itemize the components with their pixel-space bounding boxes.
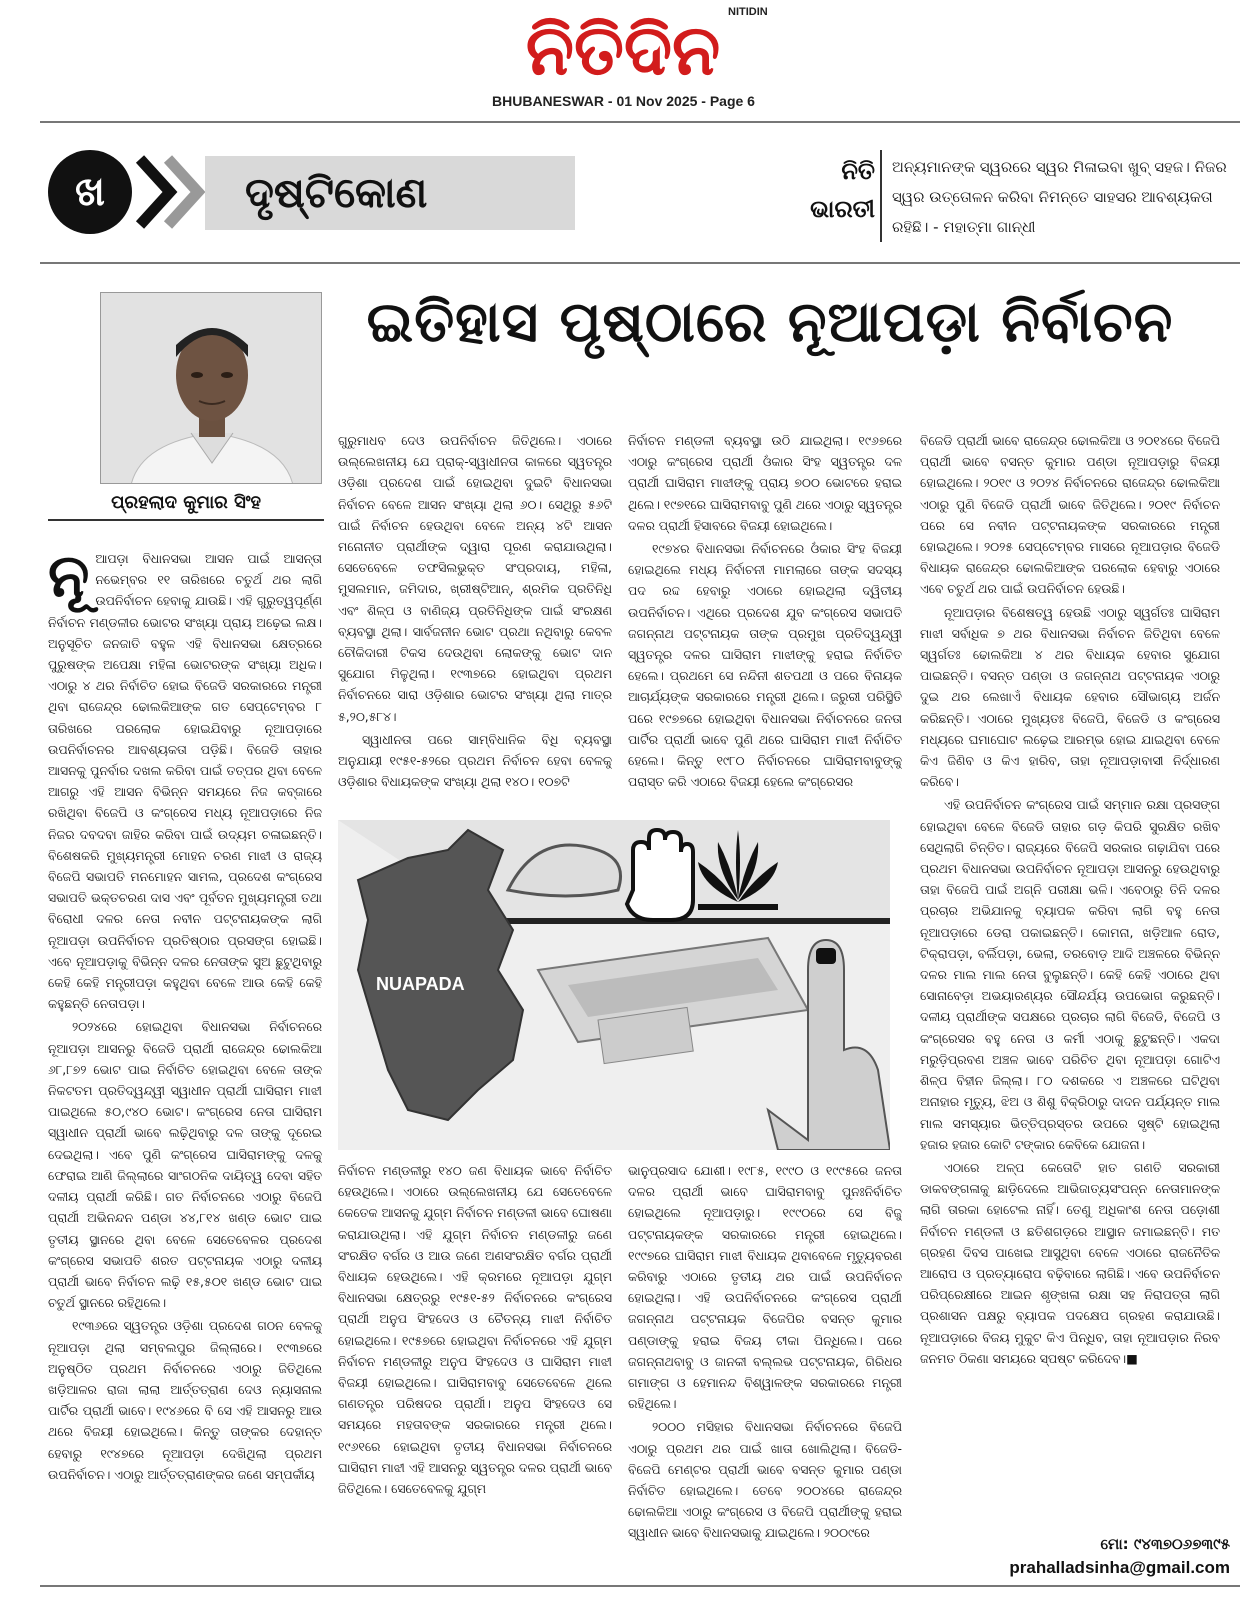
hand-symbol-icon — [627, 830, 693, 920]
logo-latin: NITIDIN — [728, 6, 768, 18]
paragraph: ନିର୍ବାଚନ ମଣ୍ଡଳୀ ବ୍ୟବସ୍ଥା ଉଠି ଯାଇଥିଲା। ୧୯୬୭ରେ ଏଠାରୁ କଂଗ୍ରେସ ପ୍ରାର୍ଥୀ ଓଁକାର ସିଂହ ସ୍ୱତନ୍ତ୍ର ଦଳ ପ୍ରାର୍ଥୀ ଘାସିରାମ ମାଝୀଙ୍କୁ ପ୍ରାୟ ୭୦୦ ଭୋଟରେ ହରାଇ ଥିଲେ। ୧୯୭୧ରେ ଘାସିରାମବାବୁ ପୁଣି ଥରେ ଏଠାରୁ ସ୍ୱତନ୍ତ୍ର ଦଳର ପ୍ରାର୍ଥୀ ହିସାବରେ ବିଜୟୀ ହୋଇଥିଲେ। — [628, 433, 902, 533]
paragraph: ବିଜେଡି ପ୍ରାର୍ଥୀ ଭାବେ ରାଜେନ୍ଦ୍ର ଢୋଲକିଆ ଓ ୨୦୧୪ରେ ବିଜେପି ପ୍ରାର୍ଥୀ ଭାବେ ବସନ୍ତ କୁମାର ପଣ୍ଡା ନୂଆପଡ଼ାରୁ ବିଜୟୀ ହୋଇଥିଲେ। ୨୦୧୯ ଓ ୨୦୨୪ ନିର୍ବାଚନରେ ରାଜେନ୍ଦ୍ର ଢୋଲକିଆ ଏଠାରୁ ପୁଣି ବିଜେଡି ପ୍ରାର୍ଥୀ ଭାବେ ଜିତିଥିଲେ। ୨୦୧୯ ନିର୍ବାଚନ ପରେ ସେ ନବୀନ ପଟ୍ଟନାୟକଙ୍କ ସରକାରରେ ମନ୍ତ୍ରୀ ହୋଇଥିଲେ। ୨୦୨୫ ସେପ୍ଟେମ୍ବର ମାସରେ ନୂଆପଡ଼ାର ବିଜେଡି ବିଧାୟକ ରାଜେନ୍ଦ୍ର ଢୋଲକିଆଙ୍କ ପରଲୋକ ହେବାରୁ ଏଠାରେ ଏବେ ଚତୁର୍ଥ ଥର ପାଇଁ ଉପନିର୍ବାଚନ ହେଉଛି। — [920, 433, 1220, 597]
drop-cap: ନୂ — [48, 548, 90, 611]
paragraph: ଗୁରୁମାଧବ ଦେଓ ଉପନିର୍ବାଚନ ଜିତିଥିଲେ। ଏଠାରେ ଉଲ୍ଲେଖନୀୟ ଯେ ପ୍ରାକ୍-ସ୍ୱାଧୀନତା କାଳରେ ସ୍ୱତନ୍ତ୍ର ଓଡ଼ିଶା ପ୍ରଦେଶ ପାଇଁ ହୋଇଥିବା ଦୁଇଟି ବିଧାନସଭା ନିର୍ବାଚନ ବେଳେ ଆସନ ସଂଖ୍ୟା ଥିଲା ୬୦। ସେଥିରୁ ୫୬ଟି ପାଇଁ ନିର୍ବାଚନ ହେଉଥିବା ବେଳେ ଅନ୍ୟ ୪ଟି ଆସନ ମନୋନୀତ ପ୍ରାର୍ଥୀଙ୍କ ଦ୍ୱାରା ପୂରଣ କରାଯାଉଥିଲା। ସେତେବେଳେ ତଫସିଲଭୁକ୍ତ ସଂପ୍ରଦାୟ, ମହିଳା, ମୁସଲମାନ, ଜମିଦାର, ଖ୍ରୀଷ୍ଟିଆନ୍, ଶ୍ରମିକ ପ୍ରତିନିଧି ଏବଂ ଶିଳ୍ପ ଓ ବାଣିଜ୍ୟ ପ୍ରତିନିଧିଙ୍କ ପାଇଁ ସଂରକ୍ଷଣ ବ୍ୟବସ୍ଥା ଥିଲା। ସାର୍ବଜନୀନ ଭୋଟ ପ୍ରଥା ନଥିବାରୁ କେବଳ ଚୌକିଦାରୀ ଟିକସ ଦେଉଥିବା ଲୋକଙ୍କୁ ଭୋଟ ଦାନ ସୁଯୋଗ ମିଳୁଥିଲା। ୧୯୩୭ରେ ହୋଇଥିବା ପ୍ରଥମ ନିର୍ବାଚନରେ ସାରା ଓଡ଼ିଶାର ଭୋଟର ସଂଖ୍ୟା ଥିଲା ମାତ୍ର ୫,୨୦,୫୮୪। — [338, 433, 612, 724]
chevron-right-icon — [132, 155, 206, 229]
dateline: BHUBANESWAR - 01 Nov 2025 - Page 6 — [492, 93, 755, 109]
paragraph: ସ୍ୱାଧୀନତା ପରେ ସାମ୍ବିଧାନିକ ବିଧି ବ୍ୟବସ୍ଥା ଅନୁଯାୟୀ ୧୯୫୧-୫୨ରେ ପ୍ରଥମ ନିର୍ବାଚନ ହେବା ବେଳକୁ ଓଡ଼ିଶାର ବିଧାୟକଙ୍କ ସଂଖ୍ୟା ଥିଲା ୧୪୦। ୧୦୭ଟି — [338, 731, 612, 790]
paragraph: ୧୯୩୬ରେ ସ୍ୱତନ୍ତ୍ର ଓଡ଼ିଶା ପ୍ରଦେଶ ଗଠନ ବେଳକୁ ନୂଆପଡ଼ା ଥିଲା ସମ୍ବଲପୁର ଜିଲ୍ଲାରେ। ୧୯୩୭ରେ ଅନୁଷ୍ଠିତ ପ୍ରଥମ ନିର୍ବାଚନରେ ଏଠାରୁ ଜିତିଥିଲେ ଖଡ଼ିଆଳର ରାଜା ଲାଲା ଆର୍ତ୍ତତ୍ରାଣ ଦେଓ ନ୍ୟାସନାଲ ପାର୍ଟିର ପ୍ରାର୍ଥୀ ଭାବେ। ୧୯୪୬ରେ ବି ସେ ଏହି ଆସନରୁ ଆଉ ଥରେ ବିଜୟୀ ହୋଇଥିଲେ। କିନ୍ତୁ ତାଙ୍କର ଦେହାନ୍ତ ହେବାରୁ ୧୯୪୭ରେ ନୂଆପଡ଼ା ଦେଖିଥିଲା ପ୍ରଥମ ଉପନିର୍ବାଚନ। ଏଠାରୁ ଆର୍ତ୍ତତ୍ରାଣଙ୍କର ଜଣେ ସମ୍ପର୍କୀୟ — [48, 1318, 322, 1482]
article-column-2-top — [338, 430, 612, 810]
paragraph: ଭାନୁପ୍ରସାଦ ଯୋଶୀ। ୧୯୮୫, ୧୯୯୦ ଓ ୧୯୯୫ରେ ଜନତା ଦଳର ପ୍ରାର୍ଥୀ ଭାବେ ଘାସିରାମବାବୁ ପୁନଃନିର୍ବାଚିତ ହୋଇଥିଲେ ନୂଆପଡ଼ାରୁ। ୧୯୯୦ରେ ସେ ବିଜୁ ପଟ୍ଟନାୟକଙ୍କ ସରକାରରେ ମନ୍ତ୍ରୀ ହୋଇଥିଲେ। ୧୯୯୭ରେ ଘାସିରାମ ମାଝୀ ବିଧାୟକ ଥିବାବେଳେ ମୃତ୍ୟୁବରଣ କରିବାରୁ ଏଠାରେ ତୃତୀୟ ଥର ପାଇଁ ଉପନିର୍ବାଚନ ହୋଇଥିଲା। ଏହି ଉପନିର୍ବାଚନରେ କଂଗ୍ରେସ ପ୍ରାର୍ଥୀ ଜଗନ୍ନାଥ ପଟ୍ଟନାୟକ ବିଜେପିର ବସନ୍ତ କୁମାର ପଣ୍ଡାଙ୍କୁ ହରାଇ ବିଜୟ ଟୀକା ପିନ୍ଧିଲେ। ପରେ ଜଗନ୍ନାଥବାବୁ ଓ ଜାନକୀ ବଲ୍ଲଭ ପଟ୍ଟନାୟକ, ଗିରିଧର ଗମାଙ୍ଗ ଓ ହେମାନନ୍ଦ ବିଶ୍ୱାଳଙ୍କ ସରକାରରେ ମନ୍ତ୍ରୀ ରହିଥିଲେ। — [628, 1163, 902, 1412]
article-column-4 — [920, 430, 1220, 1528]
section-title: ଦୃଷ୍ଟିକୋଣ — [205, 156, 575, 230]
article-column-2-bottom — [338, 1160, 612, 1560]
article-column-1 — [48, 548, 322, 1568]
contact-email[interactable]: prahalladsinha@gmail.com — [1009, 1558, 1230, 1577]
illustration-svg — [338, 820, 890, 1150]
headline: ଇତିହାସ ପୃଷ୍ଠାରେ ନୂଆପଡ଼ା ନିର୍ବାଚନ — [366, 290, 1174, 355]
paragraph: ଏହି ଉପନିର୍ବାଚନ କଂଗ୍ରେସ ପାଇଁ ସମ୍ମାନ ରକ୍ଷା ପ୍ରସଙ୍ଗ ହୋଇଥିବା ବେଳେ ବିଜେଡି ତାହାର ଗଡ଼ କିପରି ସୁରକ୍ଷିତ ରଖିବ ସେଥିଲାଗି ଚିନ୍ତିତ। ରାଜ୍ୟରେ ବିଜେପି ସରକାର ଗଢ଼ାଯିବା ପରେ ପ୍ରଥମ ବିଧାନସଭା ଉପନିର୍ବାଚନ ନୂଆପଡ଼ା ଆସନରୁ ହେଉଥିବାରୁ ତାହା ବିଜେପି ପାଇଁ ଅଗ୍ନି ପରୀକ୍ଷା ଭଳି। ଏବେଠାରୁ ତିନି ଦଳର ପ୍ରଚାର ଅଭିଯାନକୁ ବ୍ୟାପକ କରିବା ଲାଗି ବହୁ ନେତା ନୂଆପଡ଼ାରେ ଡେରା ପକାଇଛନ୍ତି। କୋମନା, ଖଡ଼ିଆଳ ରୋଡ, ଟିକ୍ରାପଡ଼ା, ବର୍ଲିପଡ଼ା, ଭେଲା, ତରବୋଡ଼ ଆଦି ଅଞ୍ଚଳରେ ବିଭିନ୍ନ ଦଳର ମାଲ ମାଲ ନେତା ବୁଲୁଛନ୍ତି। କେହି କେହି ଏଠାରେ ଥିବା ସୋନାବେଡ଼ା ଅଭୟାରଣ୍ୟର ସୌନ୍ଦର୍ଯ୍ୟ ଉପଭୋଗ କରୁଛନ୍ତି। ଦଳୀୟ ପ୍ରାର୍ଥୀଙ୍କ ସପକ୍ଷରେ ପ୍ରଚାର ଲାଗି ବିଜେଡି, ବିଜେପି ଓ କଂଗ୍ରେସର ବହୁ ନେତା ଓ କର୍ମୀ ଏଠାକୁ ଛୁଟୁଛନ୍ତି। ଏକଦା ମରୁଡ଼ିପ୍ରବଣ ଅଞ୍ଚଳ ଭାବେ ପରିଚିତ ଥିବା ନୂଆପଡ଼ା ଗୋଟିଏ ଶିଳ୍ପ ବିହୀନ ଜିଲ୍ଲା। ୮୦ ଦଶକରେ ଏ ଅଞ୍ଚଳରେ ଘଟିଥିବା ଅନାହାର ମୃତ୍ୟୁ, ଝିଅ ଓ ଶିଶୁ ବିକ୍ରିଠାରୁ ଦାଦନ ପର୍ଯ୍ୟନ୍ତ ମାଲ ମାଲ ସମସ୍ୟାର ଭିତ୍ତିପ୍ରସ୍ତର ଉପରେ ସୃଷ୍ଟି ହୋଇଥିଲା ହଜାର ହଜାର କୋଟି ଟଙ୍କାର କେବିକେ ଯୋଜନା। — [920, 797, 1220, 1152]
contact-phone: ମୋ: ୯୪୩୭୦୬୭୩୯୫ — [1100, 1535, 1230, 1553]
newspaper-logo — [478, 2, 768, 92]
section-badge: ଖ — [48, 150, 132, 234]
paragraph: ୨୦୦୦ ମସିହାର ବିଧାନସଭା ନିର୍ବାଚନରେ ବିଜେପି ଏଠାରୁ ପ୍ରଥମ ଥର ପାଇଁ ଖାତା ଖୋଲିଥିଲା। ବିଜେଡି-ବିଜେପି ମେଣ୍ଟର ପ୍ରାର୍ଥୀ ଭାବେ ବସନ୍ତ କୁମାର ପଣ୍ଡା ନିର୍ବାଚିତ ହୋଇଥିଲେ। ତେବେ ୨୦୦୪ରେ ରାଜେନ୍ଦ୍ର ଢୋଲକିଆ ଏଠାରୁ କଂଗ୍ରେସ ଓ ବିଜେପି ପ୍ରାର୍ଥୀଙ୍କୁ ହରାଇ ସ୍ୱାଧୀନ ଭାବେ ବିଧାନସଭାକୁ ଯାଇଥିଲେ। ୨୦୦୯ରେ — [628, 1419, 902, 1541]
author-photo — [100, 292, 322, 484]
logo-text: ନିତିଦିନ — [525, 9, 721, 91]
quote-label: ନିତି ଭାରତୀ — [810, 157, 875, 223]
quote-text: ଅନ୍ୟମାନଙ୍କ ସ୍ୱରରେ ସ୍ୱର ମିଳାଇବା ଖୁବ୍ ସହଜ। ନିଜର ସ୍ୱର ଉତ୍ତୋଳନ କରିବା ନିମନ୍ତେ ସାହସର ଆବଶ୍ୟକତା ରହିଛି। - ମହାତ୍ମା ଗାନ୍ଧୀ — [892, 158, 1227, 236]
paragraph: ୨୦୨୪ରେ ହୋଇଥିବା ବିଧାନସଭା ନିର୍ବାଚନରେ ନୂଆପଡ଼ା ଆସନରୁ ବିଜେଡି ପ୍ରାର୍ଥୀ ରାଜେନ୍ଦ୍ର ଢୋଲକିଆ ୬୮,୮୭୨ ଭୋଟ ପାଇ ନିର୍ବାଚିତ ହୋଇଥିବା ବେଳେ ତାଙ୍କ ନିକଟତମ ପ୍ରତିଦ୍ୱନ୍ଦ୍ୱୀ ସ୍ୱାଧୀନ ପ୍ରାର୍ଥୀ ଘାସିରାମ ମାଝୀ ପାଇଥିଲେ ୫୦,୯୪୦ ଭୋଟ। କଂଗ୍ରେସ ନେତା ଘାସିରାମ ସ୍ୱାଧୀନ ପ୍ରାର୍ଥୀ ଭାବେ ଲଢ଼ିଥିବାରୁ ଦଳ ତାଙ୍କୁ ଦୂରେଇ ଦେଇଥିଲା। ଏବେ ପୁଣି କଂଗ୍ରେସ ଘାସିରାମଙ୍କୁ ଦଳକୁ ଫେରାଇ ଆଣି ଜିଲ୍ଲାରେ ସାଂଗଠନିକ ଦାୟିତ୍ୱ ଦେବା ସହିତ ଦଳୀୟ ପ୍ରାର୍ଥୀ କରିଛି। ଗତ ନିର୍ବାଚନରେ ଏଠାରୁ ବିଜେପି ପ୍ରାର୍ଥୀ ଅଭିନନ୍ଦନ ପଣ୍ଡା ୪୪,୮୧୪ ଖଣ୍ଡ ଭୋଟ ପାଇ ତୃତୀୟ ସ୍ଥାନରେ ଥିବା ବେଳେ ସେତେବେଳର ପ୍ରଦେଶ କଂଗ୍ରେସ ସଭାପତି ଶରତ ପଟ୍ଟନାୟକ ଏଠାରୁ ଦଳୀୟ ପ୍ରାର୍ଥୀ ଭାବେ ନିର୍ବାଚନ ଲଢ଼ି ୧୫,୫୦୧ ଖଣ୍ଡ ଭୋଟ ପାଇ ଚତୁର୍ଥ ସ୍ଥାନରେ ରହିଥିଲେ। — [48, 1019, 322, 1311]
election-illustration — [338, 820, 890, 1150]
divider — [40, 262, 1240, 264]
author-name: ପ୍ରହଲାଦ କୁମାର ସିଂହ — [48, 492, 324, 521]
paragraph: ନିର୍ବାଚନ ମଣ୍ଡଳୀରୁ ୧୪୦ ଜଣ ବିଧାୟକ ଭାବେ ନିର୍ବାଚିତ ହେଉଥିଲେ। ଏଠାରେ ଉଲ୍ଲେଖନୀୟ ଯେ ସେତେବେଳେ କେତେକ ଆସନକୁ ଯୁଗ୍ମ ନିର୍ବାଚନ ମଣ୍ଡଳୀ ଭାବେ ଘୋଷଣା କରାଯାଉଥିଲା। ଏହି ଯୁଗ୍ମ ନିର୍ବାଚନ ମଣ୍ଡଳୀରୁ ଜଣେ ସଂରକ୍ଷିତ ବର୍ଗର ଓ ଆଉ ଜଣେ ଅଣସଂରକ୍ଷିତ ବର୍ଗର ପ୍ରାର୍ଥୀ ବିଧାୟକ ହେଉଥିଲେ। ଏହି କ୍ରମରେ ନୂଆପଡ଼ା ଯୁଗ୍ମ ବିଧାନସଭା କ୍ଷେତ୍ରରୁ ୧୯୫୧-୫୨ ନିର୍ବାଚନରେ କଂଗ୍ରେସ ପ୍ରାର୍ଥୀ ଅନୁପ ସିଂହଦେଓ ଓ ଚୈତନ୍ୟ ମାଝୀ ନିର୍ବାଚିତ ହୋଇଥିଲେ। ୧୯୫୭ରେ ହୋଇଥିବା ନିର୍ବାଚନରେ ଏହି ଯୁଗ୍ମ ନିର୍ବାଚନ ମଣ୍ଡଳୀରୁ ଅନୁପ ସିଂହଦେଓ ଓ ଘାସିରାମ ମାଝୀ ବିଜୟୀ ହୋଇଥିଲେ। ଘାସିରାମବାବୁ ସେତେବେଳେ ଥିଲେ ଗଣତନ୍ତ୍ର ପରିଷଦର ପ୍ରାର୍ଥୀ। ଅନୁପ ସିଂହଦେଓ ସେ ସମୟରେ ମହତାବଙ୍କ ସରକାରରେ ମନ୍ତ୍ରୀ ଥିଲେ। ୧୯୬୧ରେ ହୋଇଥିବା ତୃତୀୟ ବିଧାନସଭା ନିର୍ବାଚନରେ ଘାସିରାମ ମାଝୀ ଏହି ଆସନରୁ ସ୍ୱତନ୍ତ୍ର ଦଳର ପ୍ରାର୍ଥୀ ଭାବେ ଜିତିଥିଲେ। ସେତେବେଳକୁ ଯୁଗ୍ମ — [338, 1163, 612, 1497]
map-label: NUAPADA — [376, 974, 465, 994]
author-contact — [920, 1532, 1230, 1580]
masthead — [0, 0, 1247, 120]
quote-divider — [880, 150, 882, 242]
paragraph: ଏଠାରେ ଅଳ୍ପ କେତୋଟି ହାତ ଗଣତି ସରକାରୀ ଡାକବଙ୍ଗଳାକୁ ଛାଡ଼ିଦେଲେ ଆଭିଜାତ୍ୟସଂପନ୍ନ ନେତାମାନଙ୍କ ଲାଗି ତାରକା ହୋଟେଲ ନାହିଁ। ତେଣୁ ଅଧିକାଂଶ ନେତା ପଡ଼ୋଶୀ ନିର୍ବାଚନ ମଣ୍ଡଳୀ ଓ ଛତିଶଗଡ଼ରେ ଆସ୍ଥାନ ଜମାଇଛନ୍ତି। ମତ ଗ୍ରହଣ ଦିବସ ପାଖେଇ ଆସୁଥିବା ବେଳେ ଏଠାରେ ରାଜନୈତିକ ଆରୋପ ଓ ପ୍ରତ୍ୟାରୋପ ବଢ଼ିବାରେ ଲାଗିଛି। ଏବେ ଉପନିର୍ବାଚନ ପରିପ୍ରେକ୍ଷୀରେ ଆଇନ ଶୃଙ୍ଖଳା ରକ୍ଷା ସହ ନିରାପତ୍ତା ଲାଗି ପ୍ରଶାସନ ପକ୍ଷରୁ ବ୍ୟାପକ ପଦକ୍ଷେପ ଗ୍ରହଣ କରାଯାଉଛି। ନୂଆପଡ଼ାରେ ବିଜୟ ମୁକୁଟ କିଏ ପିନ୍ଧିବ, ତାହା ନୂଆପଡ଼ାର ନିରବ ଜନମତ ଠିକଣା ସମୟରେ ସ୍ପଷ୍ଟ କରିଦେବ।■ — [920, 1159, 1220, 1366]
divider — [40, 1585, 1240, 1587]
article-column-3-bottom — [628, 1160, 902, 1560]
article-column-3-top — [628, 430, 902, 810]
divider — [40, 121, 1240, 123]
paragraph: ନୂଆପଡ଼ାର ବିଶେଷତ୍ୱ ହେଉଛି ଏଠାରୁ ସ୍ୱର୍ଗତଃ ଘାସିରାମ ମାଝୀ ସର୍ବାଧିକ ୭ ଥର ବିଧାନସଭା ନିର୍ବାଚନ ଜିତିଥିବା ବେଳେ ସ୍ୱର୍ଗତଃ ଢୋଲକିଆ ୪ ଥର ବିଧାୟକ ହେବାର ସୁଯୋଗ ପାଇଛନ୍ତି। ବସନ୍ତ ପଣ୍ଡା ଓ ଜଗନ୍ନାଥ ପଟ୍ଟନାୟକ ଏଠାରୁ ଦୁଇ ଥର ଲେଖାଏଁ ବିଧାୟକ ହେବାର ସୌଭାଗ୍ୟ ଅର୍ଜନ କରିଛନ୍ତି। ଏଠାରେ ମୁଖ୍ୟତଃ ବିଜେପି, ବିଜେଡି ଓ କଂଗ୍ରେସ ମଧ୍ୟରେ ଘମାଘୋଟ ଲଢ଼େଇ ଆରମ୍ଭ ହୋଇ ଯାଇଥିବା ବେଳେ କିଏ ଜିଣିବ ଓ କିଏ ହାରିବ, ତାହା ନୂଆପଡ଼ାବାସୀ ନିର୍ଦ୍ଧାରଣ କରିବେ। — [920, 604, 1220, 790]
paragraph: ୧୯୭୪ର ବିଧାନସଭା ନିର୍ବାଚନରେ ଓଁକାର ସିଂହ ବିଜୟୀ ହୋଇଥିଲେ ମଧ୍ୟ ନିର୍ବାଚନୀ ମାମଲାରେ ତାଙ୍କ ସଦସ୍ୟ ପଦ ରଦ୍ଦ ହେବାରୁ ଏଠାରେ ହୋଇଥିଲା ଦ୍ୱିତୀୟ ଉପନିର୍ବାଚନ। ଏଥିରେ ପ୍ରଦେଶ ଯୁବ କଂଗ୍ରେସ ସଭାପତି ଜଗନ୍ନାଥ ପଟ୍ଟନାୟକ ତାଙ୍କ ପ୍ରମୁଖ ପ୍ରତିଦ୍ୱନ୍ଦ୍ୱୀ ସ୍ୱତନ୍ତ୍ର ଦଳର ଘାସିରାମ ମାଝୀଙ୍କୁ ହରାଇ ନିର୍ବାଚିତ ହେଲେ। ପ୍ରଥମେ ସେ ନନ୍ଦିନୀ ଶତପଥୀ ଓ ପରେ ବିନାୟକ ଆଚାର୍ଯ୍ୟଙ୍କ ସରକାରରେ ମନ୍ତ୍ରୀ ଥିଲେ। ଜରୁରୀ ପରିସ୍ଥିତି ପରେ ୧୯୭୭ରେ ହୋଇଥିବା ବିଧାନସଭା ନିର୍ବାଚନରେ ଜନତା ପାର୍ଟିର ପ୍ରାର୍ଥୀ ଭାବେ ପୁଣି ଥରେ ଘାସିରାମ ମାଝୀ ନିର୍ବାଚିତ ହେଲେ। କିନ୍ତୁ ୧୯୮୦ ନିର୍ବାଚନରେ ଘାସିରାମବାବୁଙ୍କୁ ପରାସ୍ତ କରି ଏଠାରେ ବିଜୟୀ ହେଲେ କଂଗ୍ରେସର — [628, 541, 902, 790]
paragraph: ନୂଆପଡ଼ା ବିଧାନସଭା ଆସନ ପାଇଁ ଆସନ୍ତା ନଭେମ୍ବର ୧୧ ତାରିଖରେ ଚତୁର୍ଥ ଥର ଲାଗି ଉପନିର୍ବାଚନ ହେବାକୁ ଯାଉଛି। ଏହି ଗୁରୁତ୍ୱପୂର୍ଣ୍ଣ ନିର୍ବାଚନ ମଣ୍ଡଳୀର ଭୋଟର ସଂଖ୍ୟା ପ୍ରାୟ ଅଢ଼େଇ ଲକ୍ଷ। ଅନୁସୂଚିତ ଜନଜାତି ବହୁଳ ଏହି ବିଧାନସଭା କ୍ଷେତ୍ରରେ ପୁରୁଷଙ୍କ ଅପେକ୍ଷା ମହିଳା ଭୋଟରଙ୍କ ସଂଖ୍ୟା ଅଧିକ। ଏଠାରୁ ୪ ଥର ନିର୍ବାଚିତ ହୋଇ ବିଜେଡି ସରକାରରେ ମନ୍ତ୍ରୀ ଥିବା ରାଜେନ୍ଦ୍ର ଢୋଲକିଆଙ୍କ ଗତ ସେପ୍ଟେମ୍ବର ୮ ତାରିଖରେ ପରଲୋକ ହୋଇଯିବାରୁ ନୂଆପଡ଼ାରେ ଉପନିର୍ବାଚନର ଆବଶ୍ୟକତା ପଡ଼ିଛି। ବିଜେଡି ତାହାର ଆସନକୁ ପୁନର୍ବାର ଦଖଲ କରିବା ପାଇଁ ତତ୍ପର ଥିବା ବେଳେ ଆଗରୁ ଏହି ଆସନ ବିଭିନ୍ନ ସମୟରେ ନିଜ କବ୍ଜାରେ ରଖିଥିବା ବିଜେପି ଓ କଂଗ୍ରେସ ମଧ୍ୟ ନୂଆପଡ଼ାରେ ନିଜ ନିଜର ଦବଦବା ଜାହିର କରିବା ପାଇଁ ଉଦ୍ୟମ ଚଳାଇଛନ୍ତି। ବିଶେଷକରି ମୁଖ୍ୟମନ୍ତ୍ରୀ ମୋହନ ଚରଣ ମାଝୀ ଓ ରାଜ୍ୟ ବିଜେପି ସଭାପତି ମନମୋହନ ସାମଲ, ପ୍ରଦେଶ କଂଗ୍ରେସ ସଭାପତି ଭକ୍ତଚରଣ ଦାସ ଏବଂ ପୂର୍ବତନ ମୁଖ୍ୟମନ୍ତ୍ରୀ ତଥା ବିରୋଧୀ ଦଳର ନେତା ନବୀନ ପଟ୍ଟନାୟକଙ୍କ ଲାଗି ନୂଆପଡ଼ା ଉପନିର୍ବାଚନ ପ୍ରତିଷ୍ଠାର ପ୍ରସଙ୍ଗ ହୋଇଛି। ଏବେ ନୂଆପଡ଼ାକୁ ବିଭିନ୍ନ ଦଳର ନେତାଙ୍କ ସୁଅ ଛୁଟୁଥିବାରୁ କେହି କେହି ମନ୍ତ୍ରୀପଡ଼ା କହୁଥିବା ବେଳେ ଆଉ କେହି କେହି କହୁଛନ୍ତି ନେତାପଡ଼ା। — [48, 548, 322, 1012]
